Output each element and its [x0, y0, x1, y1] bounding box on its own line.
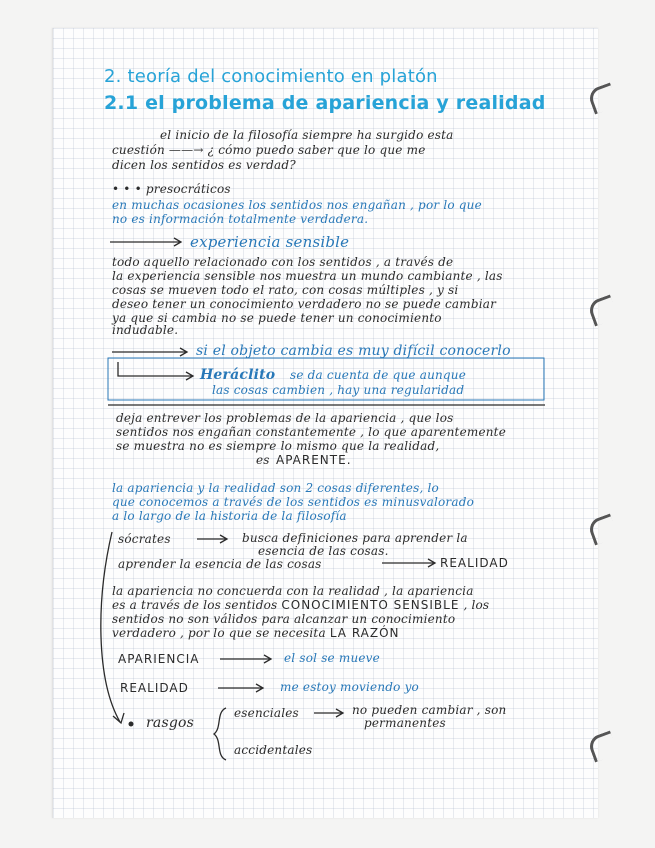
experiencia-line: deseo tener un conocimiento verdadero no se puede cambiar	[112, 297, 497, 311]
rasgos-label: rasgos	[146, 715, 194, 731]
heraclito-line: se da cuenta de que aunque	[290, 368, 467, 382]
la-razon-word: LA RAZÓN	[329, 626, 400, 640]
problemas-es: es	[256, 453, 270, 467]
experiencia-line: indudable.	[112, 323, 179, 337]
conocimiento-text: verdadero , por lo que se necesita	[112, 626, 326, 640]
conocimiento-line	[112, 599, 489, 611]
realidad-example: me estoy moviendo yo	[280, 680, 419, 694]
aparente-word: APARENTE.	[276, 453, 352, 467]
experiencia-line: todo aquello relacionado con los sentidos , a través de	[112, 255, 454, 269]
socrates-line: busca definiciones para aprender la	[242, 531, 468, 545]
socrates-line: aprender la esencia de las cosas	[118, 557, 322, 571]
problemas-line: se muestra no es siempre lo mismo que la realidad,	[116, 439, 440, 453]
apariencia-realidad-line: la apariencia y la realidad son 2 cosas diferentes, lo	[112, 481, 439, 495]
apariencia-label: APARIENCIA	[118, 652, 200, 666]
socrates-name: sócrates	[118, 532, 171, 546]
apariencia-realidad-line: que conocemos a través de los sentidos es minusvalorado	[112, 495, 475, 509]
socrates-line: esencia de las cosas.	[258, 544, 389, 558]
realidad-word: REALIDAD	[440, 556, 509, 570]
problemas-line: sentidos nos engañan constantemente , lo que aparentemente	[116, 425, 506, 439]
objeto-note: si el objeto cambia es muy difícil conocerlo	[196, 343, 511, 359]
presocraticos-line: no es información totalmente verdadera.	[112, 212, 369, 226]
esenciales-desc: permanentes	[364, 716, 446, 730]
esenciales-desc: no pueden cambiar , son	[352, 703, 507, 717]
intro-line: dicen los sentidos es verdad?	[112, 158, 296, 172]
experiencia-line: ya que si cambia no se puede tener un conocimiento	[112, 311, 442, 325]
conocimiento-line: sentidos no son válidos para alcanzar un conocimiento	[112, 612, 456, 626]
section-subtitle: 2.1 el problema de apariencia y realidad	[104, 92, 546, 114]
accidentales-label: accidentales	[234, 743, 313, 757]
apariencia-realidad-line: a lo largo de la historia de la filosofía	[112, 509, 347, 523]
intro-line: el inicio de la filosofía siempre ha surgido esta	[160, 128, 454, 142]
heraclito-line: las cosas cambien , hay una regularidad	[212, 383, 465, 397]
conocimiento-sensible-word: CONOCIMIENTO SENSIBLE	[281, 598, 460, 612]
experiencia-heading: experiencia sensible	[190, 233, 350, 251]
presocraticos-line: en muchas ocasiones los sentidos nos engañan , por lo que	[112, 198, 482, 212]
presocraticos-heading: • • • presocráticos	[112, 182, 231, 196]
apariencia-example: el sol se mueve	[284, 651, 380, 665]
experiencia-line: cosas se mueven todo el rato, con cosas múltiples , y si	[112, 283, 459, 297]
problemas-line: deja entrever los problemas de la apariencia , que los	[116, 411, 454, 425]
esenciales-label: esenciales	[234, 706, 299, 720]
conocimiento-line	[112, 627, 400, 639]
conocimiento-line: la apariencia no concuerda con la realidad , la apariencia	[112, 584, 474, 598]
page-title: 2. teoría del conocimiento en platón	[104, 66, 438, 87]
heraclito-name: Heráclito	[200, 367, 276, 383]
intro-line: cuestión ——→ ¿ cómo puedo saber que lo que me	[112, 143, 426, 157]
experiencia-line: la experiencia sensible nos muestra un mundo cambiante , las	[112, 269, 503, 283]
conocimiento-text: es a través de los sentidos	[112, 598, 278, 612]
realidad-label: REALIDAD	[120, 681, 189, 695]
conocimiento-text: , los	[463, 598, 490, 612]
